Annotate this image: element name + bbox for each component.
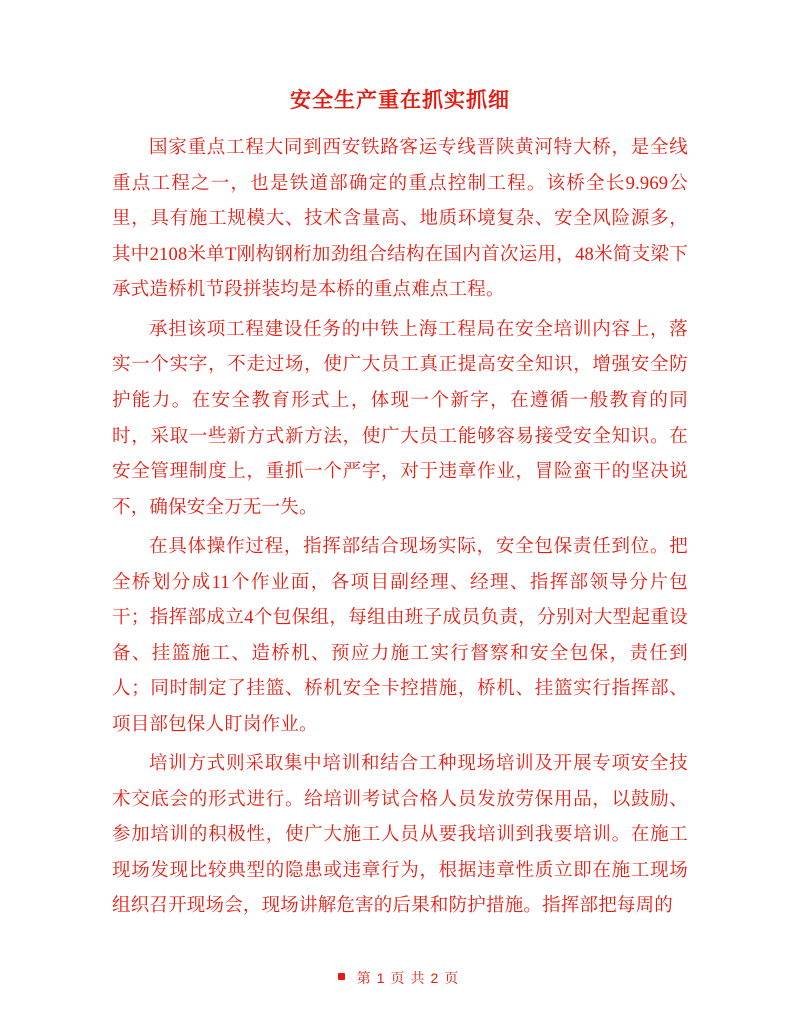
footer-page-prefix: 第 <box>356 970 373 986</box>
footer-bullet-icon <box>338 973 345 980</box>
paragraph-2: 承担该项工程建设任务的中铁上海工程局在安全培训内容上，落实一个实字，不走过场，使广大员工真正提高安全知识，增强安全防护能力。在安全教育形式上，体现一个新字，在遵循一般教育的同时，采取一些新方式新方法，使广大员工能够容易接受安全知识。在安全管理制度上，重抓一个严字，对于违章作业，冒险蛮干的坚决说不，确保安全万无一失。 <box>112 319 688 518</box>
paragraph-4: 培训方式则采取集中培训和结合工种现场培训及开展专项安全技术交底会的形式进行。给培训考试合格人员发放劳保用品，以鼓励、参加培训的积极性，使广大施工人员从要我培训到我要培训。在施工现场发现比较典型的隐患或违章行为，根据违章性质立即在施工现场组织召开现场会，现场讲解危害的后果和防护措施。指挥部把每周的 <box>112 754 688 917</box>
footer-page-suffix: 页 <box>444 970 461 986</box>
paragraph-1: 国家重点工程大同到西安铁路客运专线晋陕黄河特大桥，是全线重点工程之一，也是铁道部确定的重点控制工程。该桥全长9.969公里，具有施工规模大、技术含量高、地质环境复杂、安全风险源多，其中2108米单T刚构钢桁加劲组合结构在国内首次运用，48米简支梁下承式造桥机节段拼装均是本桥的重点难点工程。 <box>112 138 688 301</box>
footer-page-middle: 页 <box>390 970 407 986</box>
footer-total-label: 共 <box>410 970 427 986</box>
paragraph-3: 在具体操作过程，指挥部结合现场实际，安全包保责任到位。把全桥划分成11个作业面，各项目副经理、经理、指挥部领导分片包干；指挥部成立4个包保组，每组由班子成员负责，分别对大型起重设备、挂篮施工、造桥机、预应力施工实行督察和安全包保，责任到人；同时制定了挂篮、桥机安全卡控措施，桥机、挂篮实行指挥部、项目部包保人盯岗作业。 <box>112 537 688 735</box>
page-title: 安全生产重在抓实抓细 <box>290 89 510 112</box>
footer-total-pages: 2 <box>430 970 441 986</box>
footer-current-page: 1 <box>376 970 387 986</box>
page-footer <box>0 968 800 988</box>
